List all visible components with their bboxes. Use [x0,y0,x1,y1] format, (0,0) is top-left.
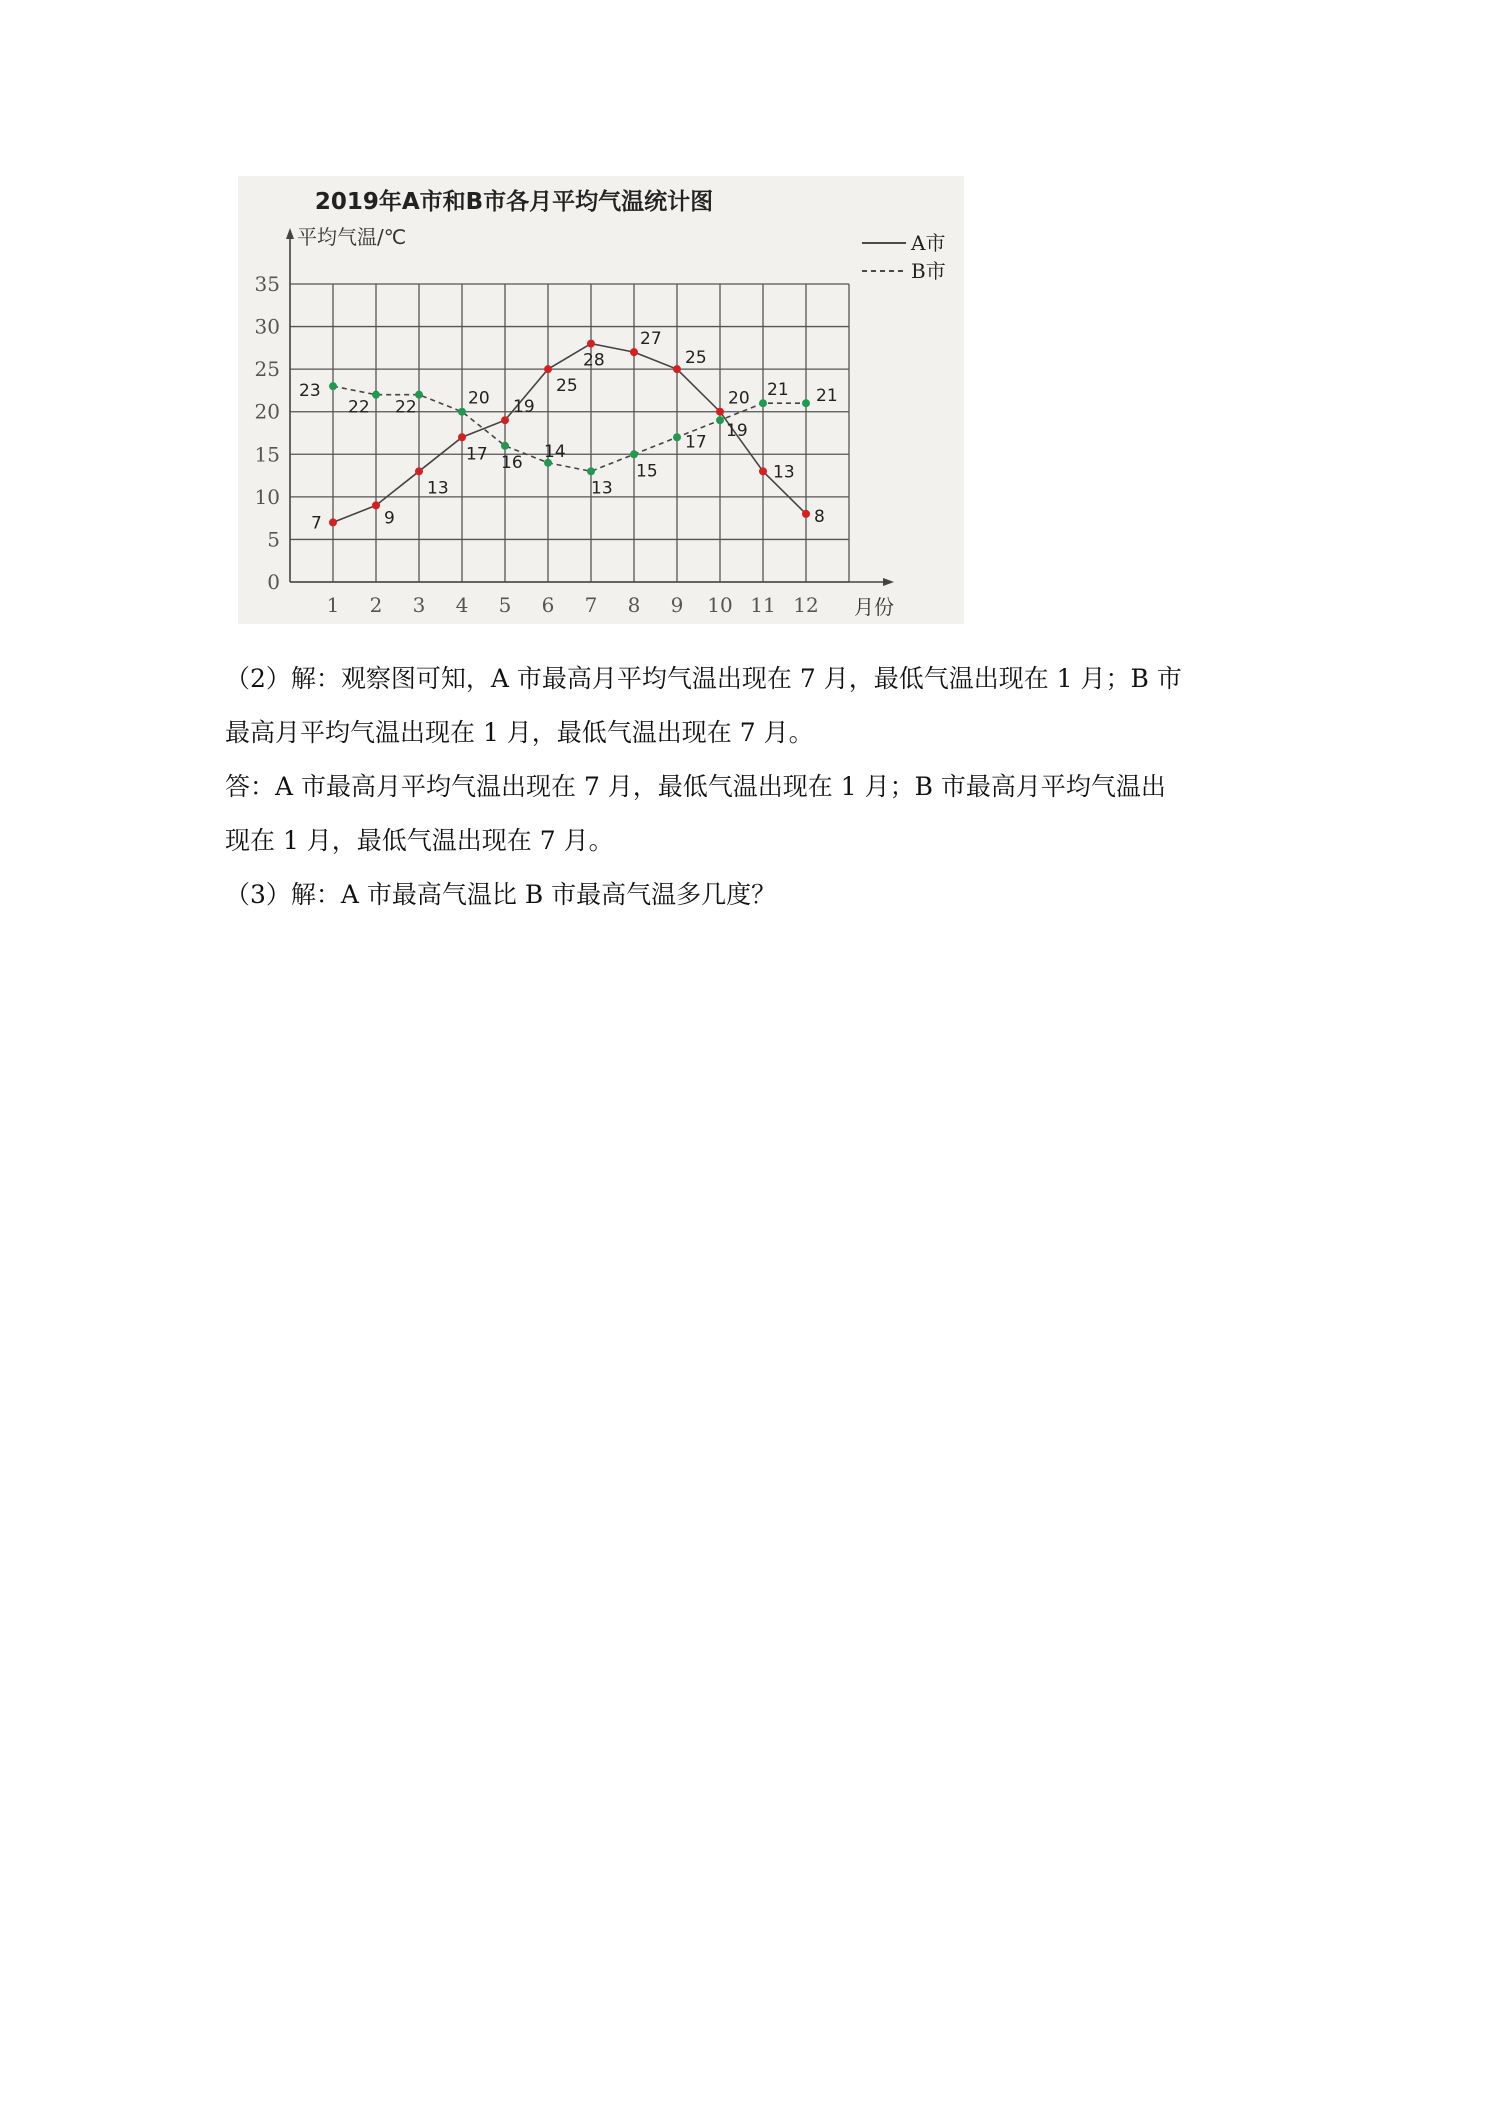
point-b [501,442,509,450]
data-label-a: 17 [466,444,488,465]
data-label-b: 19 [726,421,748,442]
y-tick-label: 20 [254,399,280,424]
point-b [329,382,337,390]
data-label-b: 20 [468,388,490,409]
y-tick-label: 5 [267,527,280,552]
y-tick-label: 35 [254,272,280,296]
y-axis-arrow-icon [286,228,294,239]
data-label-a: 13 [427,478,449,499]
y-axis-label: 平均气温/℃ [297,225,407,249]
data-label-b: 22 [348,397,370,418]
question-part3: （3）解：A 市最高气温比 B 市最高气温多几度？ [225,880,777,909]
data-label-a: 25 [685,348,707,369]
answer-part2-line2: 最高月平均气温出现在 1 月，最低气温出现在 7 月。 [225,718,814,747]
x-tick-label: 4 [455,593,469,617]
x-tick-label: 2 [369,593,383,617]
point-b [802,399,810,407]
point-a [415,467,423,475]
point-b [716,416,724,424]
x-axis-arrow-icon [883,578,894,586]
data-label-a: 8 [814,506,825,527]
point-b [630,450,638,458]
point-a [329,518,337,526]
y-tick-label: 10 [254,484,280,509]
point-b [587,467,595,475]
x-tick-label: 3 [412,593,426,617]
x-axis-label: 月份 [854,595,894,619]
x-tick-label: 9 [670,593,684,617]
data-label-b: 15 [636,461,658,482]
data-label-b: 13 [591,478,613,499]
data-label-b: 16 [501,452,523,473]
data-label-b: 21 [816,386,838,407]
y-tick-label: 25 [254,357,280,382]
data-label-b: 21 [767,380,789,401]
data-label-b: 22 [395,397,417,418]
x-tick-label: 5 [498,593,512,617]
x-tick-label: 12 [793,593,819,617]
chart-series [299,329,838,533]
point-a [673,365,681,373]
data-label-a: 25 [556,376,578,397]
x-tick-label: 8 [627,593,641,617]
point-b [673,433,681,441]
data-label-b: 14 [544,441,566,462]
data-label-a: 9 [384,508,395,529]
point-a [372,501,380,509]
point-b [372,391,380,399]
point-a [544,365,552,373]
x-tick-label: 6 [541,593,555,617]
answer-conclusion-line1: 答：A 市最高月平均气温出现在 7 月，最低气温出现在 1 月；B 市最高月平均气温出 [225,772,1166,801]
y-axis [286,225,406,582]
data-label-a: 7 [311,513,322,534]
y-tick-label: 30 [254,314,280,339]
data-label-a: 27 [640,329,662,350]
data-label-b: 23 [299,381,321,402]
legend-label-a: A市 [911,231,946,255]
data-label-a: 19 [513,397,535,418]
chart-title: 2019年A市和B市各月平均气温统计图 [314,189,714,215]
point-a [802,510,810,518]
data-label-a: 13 [773,462,795,483]
point-a [630,348,638,356]
data-label-b: 17 [685,432,707,453]
point-a [501,416,509,424]
chart-canvas [238,176,964,624]
x-tick-label: 7 [584,593,598,617]
chart-legend [862,231,946,283]
y-tick-labels [255,272,280,594]
temperature-chart [238,176,964,624]
legend-label-b: B市 [911,259,946,283]
point-a [716,408,724,416]
point-b [759,399,767,407]
y-tick-label: 0 [267,570,280,594]
x-tick-labels [327,593,819,617]
point-a [458,433,466,441]
point-a [759,467,767,475]
point-b [458,408,466,416]
answer-part2-line1: （2）解：观察图可知，A 市最高月平均气温出现在 7 月，最低气温出现在 1 月；B 市 [225,664,1182,693]
x-tick-label: 10 [707,593,733,617]
answer-conclusion-line2: 现在 1 月，最低气温出现在 7 月。 [225,826,614,855]
point-a [587,340,595,348]
y-tick-label: 15 [254,442,280,467]
data-label-a: 20 [728,388,750,409]
chart-grid [290,284,849,582]
x-tick-label: 11 [750,593,776,617]
x-tick-label: 1 [326,593,340,617]
data-label-a: 28 [583,350,605,371]
